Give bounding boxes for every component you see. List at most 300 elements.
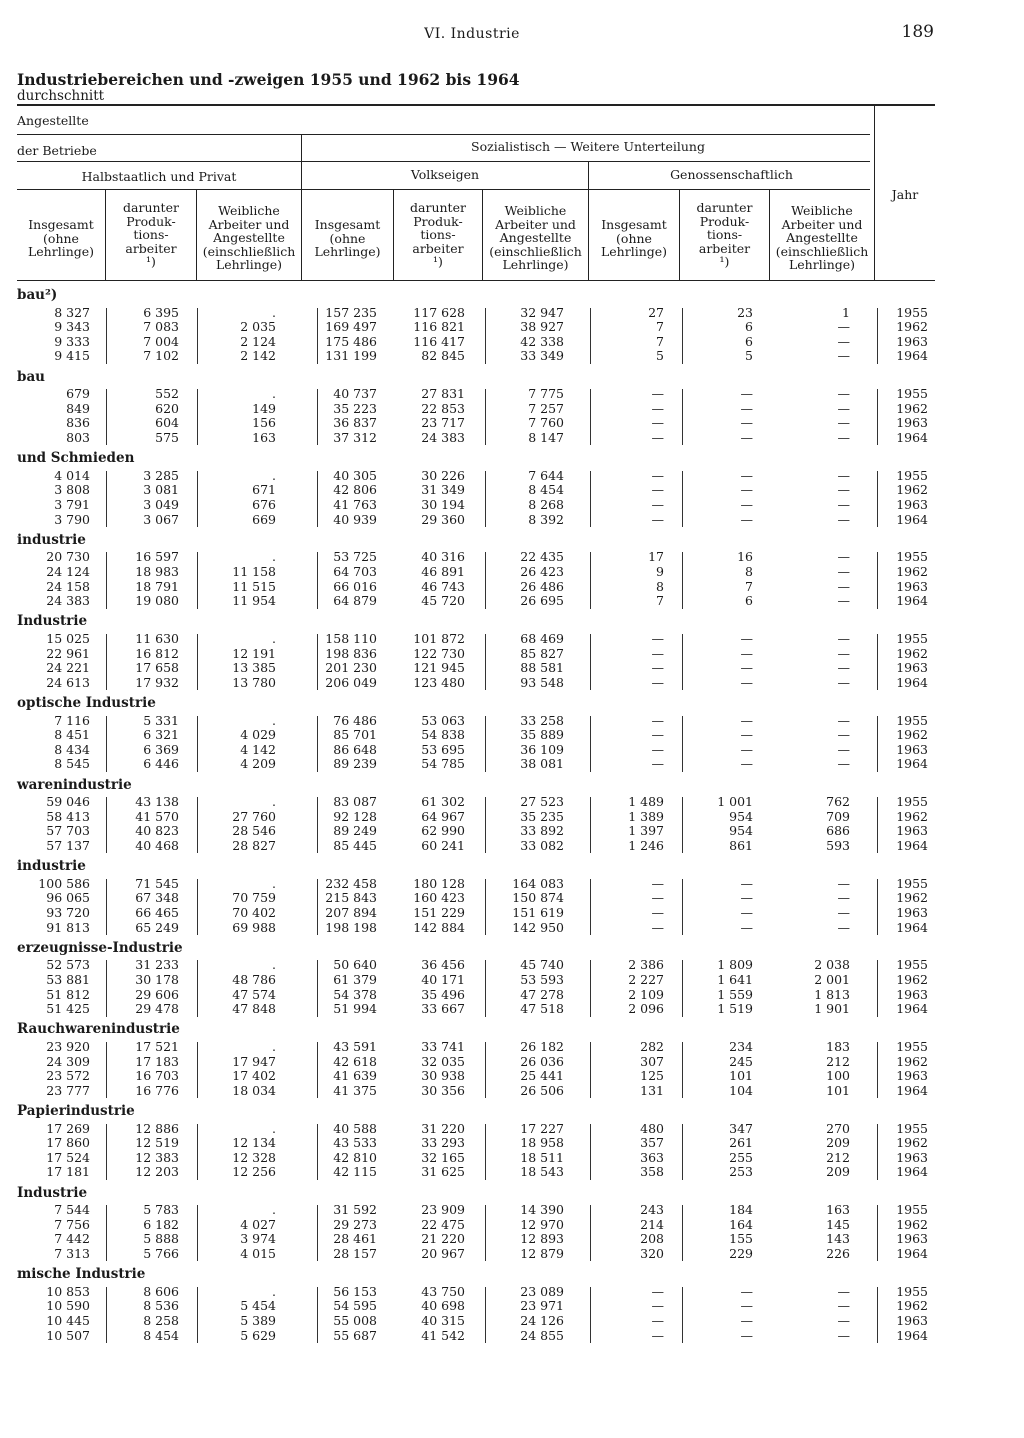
table-cell: 14 390: [520, 1202, 564, 1218]
table-cell: —: [651, 674, 664, 690]
table-cell: 22 435: [520, 549, 564, 565]
column-rule: [317, 1205, 318, 1261]
table-cell: 164 083: [512, 875, 564, 891]
year-cell: 1955: [896, 712, 928, 728]
table-cell: 54 378: [333, 986, 377, 1002]
table-cell: 70 759: [232, 890, 276, 906]
table-cell: 31 233: [135, 957, 179, 973]
table-cell: 31 592: [333, 1202, 377, 1218]
year-cell: 1962: [896, 645, 928, 661]
table-cell: 42 115: [333, 1164, 377, 1180]
table-cell: 68 469: [520, 630, 564, 646]
column-rule: [317, 797, 318, 853]
year-cell: 1955: [896, 549, 928, 565]
table-cell: 29 273: [333, 1216, 377, 1232]
table-cell: —: [740, 386, 753, 402]
table-cell: 89 239: [333, 756, 377, 772]
table-cell: 17 227: [520, 1120, 564, 1136]
table-cell: 42 806: [333, 482, 377, 498]
table-cell: 836: [66, 415, 90, 431]
header-jahr: Jahr: [891, 187, 919, 202]
table-cell: 18 983: [135, 563, 179, 579]
table-cell: .: [272, 386, 276, 402]
column-rule: [590, 879, 591, 935]
column-rule: [485, 308, 486, 364]
table-cell: .: [272, 1202, 276, 1218]
year-cell: 1963: [896, 1149, 928, 1165]
table-cell: 43 591: [333, 1038, 377, 1054]
table-cell: 3 081: [143, 482, 179, 498]
table-cell: 214: [640, 1216, 664, 1232]
table-cell: —: [740, 890, 753, 906]
table-cell: 24 855: [520, 1327, 564, 1343]
table-cell: 59 046: [46, 794, 90, 810]
table-cell: 357: [640, 1135, 664, 1151]
table-cell: 101 872: [413, 630, 465, 646]
table-cell: 11 954: [232, 593, 276, 609]
table-cell: 33 741: [421, 1038, 465, 1054]
table-cell: 25 441: [520, 1068, 564, 1084]
table-cell: —: [740, 727, 753, 743]
table-title: Industriebereichen und -zweigen 1955 und 1962 bis 1964: [17, 70, 520, 89]
table-cell: 121 945: [413, 660, 465, 676]
year-cell: 1963: [896, 496, 928, 512]
table-cell: 57 137: [46, 837, 90, 853]
column-rule: [682, 1287, 683, 1343]
column-rule: [106, 308, 107, 364]
table-cell: 575: [155, 429, 179, 445]
header-rule-1: [17, 134, 870, 135]
table-cell: 30 194: [421, 496, 465, 512]
table-cell: 169 497: [325, 319, 377, 335]
table-cell: 21 220: [421, 1231, 465, 1247]
table-cell: 35 235: [520, 808, 564, 824]
table-cell: 671: [252, 482, 276, 498]
table-cell: 8 545: [54, 756, 90, 772]
table-cell: 4 015: [240, 1245, 276, 1261]
table-cell: 12 886: [135, 1120, 179, 1136]
year-cell: 1963: [896, 904, 928, 920]
table-cell: 861: [729, 837, 753, 853]
column-rule: [317, 716, 318, 772]
column-rule: [485, 797, 486, 853]
table-cell: 709: [826, 808, 850, 824]
table-cell: 7 775: [528, 386, 564, 402]
table-cell: 8 606: [143, 1283, 179, 1299]
column-rule: [590, 716, 591, 772]
column-rule: [590, 1042, 591, 1098]
table-cell: 23 089: [520, 1283, 564, 1299]
table-cell: 41 639: [333, 1068, 377, 1084]
year-cell: 1955: [896, 1283, 928, 1299]
table-cell: 1 397: [628, 823, 664, 839]
table-cell: 22 961: [46, 645, 90, 661]
year-cell: 1955: [896, 1202, 928, 1218]
column-rule: [682, 1042, 683, 1098]
column-rule: [682, 960, 683, 1016]
table-cell: 41 542: [421, 1327, 465, 1343]
year-cell: 1962: [896, 1053, 928, 1069]
table-cell: 23 777: [46, 1082, 90, 1098]
table-cell: 69 988: [232, 919, 276, 935]
column-rule: [877, 879, 878, 935]
year-cell: 1963: [896, 823, 928, 839]
column-rule: [877, 1287, 878, 1343]
table-cell: 93 548: [520, 674, 564, 690]
table-cell: 2 096: [628, 1001, 664, 1017]
table-cell: 201 230: [325, 660, 377, 676]
table-cell: 61 379: [333, 971, 377, 987]
table-cell: 17 524: [46, 1149, 90, 1165]
table-cell: 207 894: [325, 904, 377, 920]
column-rule: [485, 471, 486, 527]
column-rule: [106, 1287, 107, 1343]
table-cell: 64 703: [333, 563, 377, 579]
subheader-produktionsarbeiter: darunter Produk- tions- arbeiter ¹): [410, 200, 466, 269]
table-cell: 23 971: [520, 1298, 564, 1314]
column-rule: [485, 960, 486, 1016]
table-cell: 26 486: [520, 578, 564, 594]
table-cell: 270: [826, 1120, 850, 1136]
table-cell: .: [272, 467, 276, 483]
table-cell: 38 927: [520, 319, 564, 335]
table-cell: 71 545: [135, 875, 179, 891]
table-cell: 28 827: [232, 837, 276, 853]
table-cell: —: [651, 890, 664, 906]
table-cell: 131 199: [325, 348, 377, 364]
table-cell: 229: [729, 1245, 753, 1261]
table-cell: 27: [648, 304, 664, 320]
table-cell: 208: [640, 1231, 664, 1247]
table-cell: —: [740, 919, 753, 935]
column-rule: [485, 1287, 486, 1343]
table-cell: —: [651, 756, 664, 772]
table-cell: —: [837, 1312, 850, 1328]
column-rule: [106, 960, 107, 1016]
table-cell: 184: [729, 1202, 753, 1218]
group-label: bau²): [17, 287, 58, 303]
table-cell: 7 116: [54, 712, 90, 728]
column-rule: [197, 879, 198, 935]
year-cell: 1964: [896, 1082, 928, 1098]
year-cell: 1963: [896, 660, 928, 676]
table-cell: 57 703: [46, 823, 90, 839]
table-cell: 18 511: [520, 1149, 564, 1165]
table-cell: —: [837, 496, 850, 512]
table-cell: 104: [729, 1082, 753, 1098]
table-cell: 12 879: [520, 1245, 564, 1261]
table-cell: —: [837, 660, 850, 676]
table-cell: —: [837, 549, 850, 565]
table-cell: 3 067: [143, 511, 179, 527]
table-cell: 58 413: [46, 808, 90, 824]
table-cell: 23 717: [421, 415, 465, 431]
year-cell: 1964: [896, 429, 928, 445]
column-rule: [106, 879, 107, 935]
table-cell: —: [837, 1283, 850, 1299]
table-cell: 9 333: [54, 333, 90, 349]
table-cell: —: [740, 645, 753, 661]
table-cell: 12 970: [520, 1216, 564, 1232]
table-cell: 24 221: [46, 660, 90, 676]
table-cell: 2 038: [814, 957, 850, 973]
table-cell: 11 630: [135, 630, 179, 646]
table-cell: 243: [640, 1202, 664, 1218]
table-cell: 86 648: [333, 741, 377, 757]
table-cell: 4 027: [240, 1216, 276, 1232]
table-cell: 17 183: [135, 1053, 179, 1069]
table-cell: —: [740, 482, 753, 498]
table-cell: 31 349: [421, 482, 465, 498]
table-cell: 32 947: [520, 304, 564, 320]
table-cell: 13 385: [232, 660, 276, 676]
table-cell: 1 641: [717, 971, 753, 987]
table-cell: 9: [656, 563, 664, 579]
table-cell: 45 720: [421, 593, 465, 609]
year-cell: 1962: [896, 400, 928, 416]
year-cell: 1964: [896, 593, 928, 609]
column-rule: [877, 308, 878, 364]
table-cell: 552: [155, 386, 179, 402]
column-rule: [877, 716, 878, 772]
table-cell: 358: [640, 1164, 664, 1180]
table-cell: 17 181: [46, 1164, 90, 1180]
table-cell: —: [651, 496, 664, 512]
table-cell: 156: [252, 415, 276, 431]
table-cell: 593: [826, 837, 850, 853]
table-cell: —: [740, 1327, 753, 1343]
table-cell: 16 597: [135, 549, 179, 565]
table-cell: —: [837, 756, 850, 772]
column-rule: [485, 716, 486, 772]
year-cell: 1964: [896, 511, 928, 527]
header-rule-3: [17, 189, 870, 190]
table-cell: —: [651, 727, 664, 743]
column-rule: [682, 552, 683, 608]
table-cell: 7 544: [54, 1202, 90, 1218]
table-cell: 6 369: [143, 741, 179, 757]
table-cell: 46 743: [421, 578, 465, 594]
subheader-weibliche: Weibliche Arbeiter und Angestellte (einschließlich Lehrlinge): [775, 203, 869, 272]
table-cell: 1 901: [814, 1001, 850, 1017]
table-cell: 232 458: [325, 875, 377, 891]
table-cell: —: [740, 660, 753, 676]
table-cell: 8 536: [143, 1298, 179, 1314]
table-cell: 19 080: [135, 593, 179, 609]
table-cell: 175 486: [325, 333, 377, 349]
column-rule: [590, 308, 591, 364]
table-cell: —: [837, 645, 850, 661]
table-cell: 35 223: [333, 400, 377, 416]
table-cell: 41 570: [135, 808, 179, 824]
table-cell: —: [837, 482, 850, 498]
table-cell: 7 313: [54, 1245, 90, 1261]
year-cell: 1963: [896, 1068, 928, 1084]
column-rule: [590, 797, 591, 853]
table-cell: 53 695: [421, 741, 465, 757]
table-cell: 40 468: [135, 837, 179, 853]
column-rule: [317, 552, 318, 608]
table-cell: 40 823: [135, 823, 179, 839]
header-angestellte: Angestellte: [17, 113, 89, 128]
table-cell: —: [740, 400, 753, 416]
table-cell: 85 701: [333, 727, 377, 743]
table-cell: —: [837, 415, 850, 431]
table-cell: .: [272, 794, 276, 810]
table-cell: 41 375: [333, 1082, 377, 1098]
table-cell: 23: [737, 304, 753, 320]
table-cell: 180 128: [413, 875, 465, 891]
table-cell: .: [272, 304, 276, 320]
table-cell: 66 465: [135, 904, 179, 920]
table-cell: 18 958: [520, 1135, 564, 1151]
table-cell: 1 001: [717, 794, 753, 810]
year-cell: 1964: [896, 756, 928, 772]
table-cell: 40 588: [333, 1120, 377, 1136]
table-cell: 22 475: [421, 1216, 465, 1232]
table-cell: —: [740, 1312, 753, 1328]
table-cell: 155: [729, 1231, 753, 1247]
table-cell: 16 776: [135, 1082, 179, 1098]
table-cell: 3 974: [240, 1231, 276, 1247]
table-cell: 151 619: [512, 904, 564, 920]
table-cell: 53 881: [46, 971, 90, 987]
table-cell: 64 967: [421, 808, 465, 824]
table-cell: —: [651, 712, 664, 728]
column-rule: [877, 552, 878, 608]
table-cell: 29 360: [421, 511, 465, 527]
table-cell: 43 533: [333, 1135, 377, 1151]
year-cell: 1962: [896, 1216, 928, 1232]
table-cell: 2 142: [240, 348, 276, 364]
column-rule: [317, 879, 318, 935]
table-cell: 669: [252, 511, 276, 527]
table-cell: 1 813: [814, 986, 850, 1002]
year-cell: 1955: [896, 1120, 928, 1136]
table-subtitle: durchschnitt: [17, 88, 105, 104]
table-cell: 17 521: [135, 1038, 179, 1054]
table-cell: 8 434: [54, 741, 90, 757]
table-cell: 89 249: [333, 823, 377, 839]
table-cell: 2 109: [628, 986, 664, 1002]
table-cell: —: [837, 578, 850, 594]
table-cell: 24 309: [46, 1053, 90, 1069]
table-cell: 20 967: [421, 1245, 465, 1261]
year-cell: 1964: [896, 837, 928, 853]
page-number: 189: [901, 22, 934, 42]
column-rule: [877, 960, 878, 1016]
table-cell: 28 546: [232, 823, 276, 839]
table-cell: 620: [155, 400, 179, 416]
table-cell: 158 110: [325, 630, 377, 646]
table-cell: 122 730: [413, 645, 465, 661]
column-rule: [317, 634, 318, 690]
table-cell: 62 990: [421, 823, 465, 839]
column-rule: [106, 389, 107, 445]
column-rule: [106, 716, 107, 772]
year-cell: 1964: [896, 1245, 928, 1261]
table-cell: 76 486: [333, 712, 377, 728]
table-cell: 30 178: [135, 971, 179, 987]
table-cell: —: [837, 875, 850, 891]
table-cell: 3 808: [54, 482, 90, 498]
table-cell: 245: [729, 1053, 753, 1069]
table-cell: —: [837, 1327, 850, 1343]
table-cell: 26 423: [520, 563, 564, 579]
table-cell: —: [740, 674, 753, 690]
column-rule: [485, 634, 486, 690]
table-cell: 28 157: [333, 1245, 377, 1261]
table-cell: —: [837, 890, 850, 906]
table-cell: —: [651, 386, 664, 402]
table-cell: 10 853: [46, 1283, 90, 1299]
table-cell: 198 836: [325, 645, 377, 661]
table-cell: 150 874: [512, 890, 564, 906]
table-cell: 125: [640, 1068, 664, 1084]
table-cell: 32 035: [421, 1053, 465, 1069]
column-rule: [682, 797, 683, 853]
column-rule: [197, 1287, 198, 1343]
table-cell: 83 087: [333, 794, 377, 810]
table-cell: 52 573: [46, 957, 90, 973]
year-cell: 1964: [896, 1164, 928, 1180]
table-cell: 1 489: [628, 794, 664, 810]
header-halbstaatlich: Halbstaatlich und Privat: [81, 169, 237, 184]
column-rule: [485, 389, 486, 445]
table-cell: 37 312: [333, 429, 377, 445]
table-cell: —: [651, 630, 664, 646]
table-cell: 40 737: [333, 386, 377, 402]
table-cell: 42 618: [333, 1053, 377, 1069]
table-cell: —: [651, 429, 664, 445]
table-cell: 183: [826, 1038, 850, 1054]
year-cell: 1963: [896, 1312, 928, 1328]
year-cell: 1955: [896, 957, 928, 973]
table-cell: 47 278: [520, 986, 564, 1002]
table-cell: 12 383: [135, 1149, 179, 1165]
table-cell: 4 142: [240, 741, 276, 757]
table-cell: 60 241: [421, 837, 465, 853]
table-cell: 7 004: [143, 333, 179, 349]
year-cell: 1962: [896, 971, 928, 987]
column-rule: [485, 1205, 486, 1261]
table-cell: 12 893: [520, 1231, 564, 1247]
table-cell: 101: [826, 1082, 850, 1098]
table-cell: 23 572: [46, 1068, 90, 1084]
table-cell: 762: [826, 794, 850, 810]
year-cell: 1955: [896, 794, 928, 810]
year-cell: 1963: [896, 1231, 928, 1247]
header-der-betriebe: der Betriebe: [17, 143, 97, 158]
table-cell: 145: [826, 1216, 850, 1232]
table-cell: 24 126: [520, 1312, 564, 1328]
table-cell: —: [837, 712, 850, 728]
subheader-weibliche: Weibliche Arbeiter und Angestellte (einschließlich Lehrlinge): [489, 203, 582, 272]
table-cell: 4 014: [54, 467, 90, 483]
table-cell: 38 081: [520, 756, 564, 772]
column-rule: [682, 716, 683, 772]
year-cell: 1962: [896, 482, 928, 498]
table-cell: —: [651, 741, 664, 757]
column-rule: [197, 960, 198, 1016]
table-cell: 142 950: [512, 919, 564, 935]
year-cell: 1964: [896, 348, 928, 364]
table-cell: 6 446: [143, 756, 179, 772]
column-rule: [485, 1124, 486, 1180]
year-cell: 1962: [896, 808, 928, 824]
table-cell: 17 932: [135, 674, 179, 690]
table-cell: 8 454: [143, 1327, 179, 1343]
